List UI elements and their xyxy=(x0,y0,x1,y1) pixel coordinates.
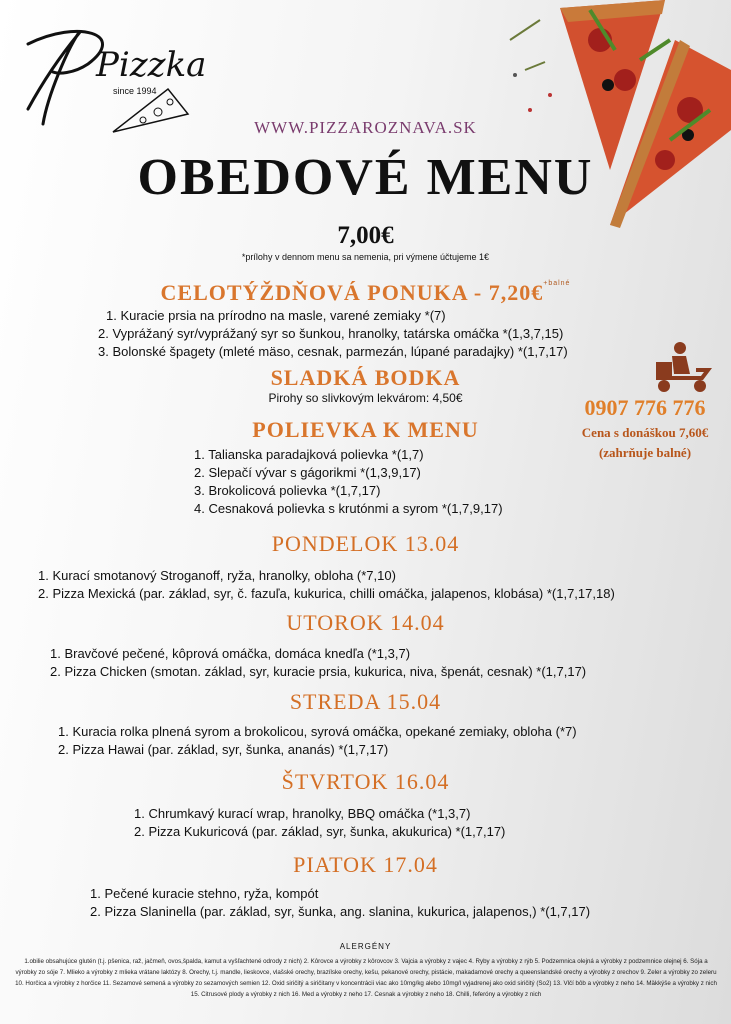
logo-since: since 1994 xyxy=(113,86,157,96)
list-item: 2. Slepačí vývar s gágorikmi *(1,3,9,17) xyxy=(194,465,421,480)
allergens-heading: ALERGÉNY xyxy=(339,942,392,951)
delivery-note: (zahrňuje balné) xyxy=(598,445,692,460)
delivery-scooter-icon xyxy=(652,340,712,395)
list-item: 1. Talianska paradajková polievka *(1,7) xyxy=(194,447,424,462)
list-item: 1. Chrumkavý kurací wrap, hranolky, BBQ omáčka (*1,3,7) xyxy=(134,806,471,821)
weekly-offer-packaging: +balné xyxy=(543,280,571,287)
monday-list xyxy=(38,567,615,603)
allergens-text: 1.obilie obsahujúce glutén (t.j. pšenica, raž, jačmeň, ovos,špalda, kamut a vyšľachtené odrody z nich) 2. Kôrovce a výrobky z kôrovcov 3. Vajcia a výrobky z vajec 4. Ryby a výrobky z rýb 5. Podzemnica olejná a výrobky z podzemnice olejnej 6. Sója a výrobky zo sóje 7. Mlieko a výrobky z mlieka vrátane laktózy 8. Orechy, t.j. mandle, lieskovce, vlašské orechy, brazílske orechy, kešu, pekanové orechy, pistácie, makadamové orechy a queenslandské orechy a výrobky z orechov 9. Zeler a výrobky zo zeleru 10. Horčica a výrobky z horčice 11. Sezamové semená a výrobky zo sezamových semien 12. Oxid siričitý a siričitany v koncentrácii viac ako 10mg/kg alebo 10mg/l vyjadrenej ako oxid siričitý (So2) 13. Vlčí bôb a výrobky z neho 14. Mäkkýše a výrobky z nich 15. Citrusové plody a výrobky z nich 16. Med a výrobky z neho 17. Cesnak a výrobky z neho 18. Chilli, feferóny a výrobky z nich xyxy=(15,958,717,998)
phone-number[interactable]: 0907 776 776 xyxy=(584,395,706,420)
soup-heading: POLIEVKA K MENU xyxy=(252,417,479,442)
weekly-offer-list xyxy=(98,307,568,361)
day-heading-tuesday: UTOROK 14.04 xyxy=(286,610,445,635)
menu-price: 7,00€ xyxy=(337,222,394,249)
day-heading-monday: PONDELOK 13.04 xyxy=(271,531,460,556)
list-item: 3. Brokolicová polievka *(1,7,17) xyxy=(194,483,381,498)
weekly-offer-heading xyxy=(0,280,731,306)
weekly-offer-title: CELOTÝŽDŇOVÁ PONUKA - 7,20€ xyxy=(160,280,544,305)
day-heading-friday: PIATOK 17.04 xyxy=(293,852,438,877)
thursday-list xyxy=(134,805,505,841)
list-item: 2. Pizza Mexická (par. základ, syr, č. fazuľa, kukurica, chilli omáčka, jalapenos, klobása) *(1,7,17,18) xyxy=(38,586,615,601)
tuesday-list xyxy=(50,645,586,681)
list-item: 1. Pečené kuracie stehno, ryža, kompót xyxy=(90,886,319,901)
dessert-heading: SLADKÁ BODKA xyxy=(270,365,461,390)
list-item: 1. Kuracia rolka plnená syrom a brokolicou, syrová omáčka, opekané zemiaky, obloha (*7) xyxy=(58,724,577,739)
soup-list xyxy=(194,446,503,518)
list-item: 4. Cesnaková polievka s krutónmi a syrom *(1,7,9,17) xyxy=(194,501,503,516)
wednesday-list xyxy=(58,723,577,759)
list-item: 1. Bravčové pečené, kôprová omáčka, domáca knedľa (*1,3,7) xyxy=(50,646,411,661)
list-item: 3. Bolonské špagety (mleté mäso, cesnak, parmezán, lúpané paradajky) *(1,7,17) xyxy=(98,344,568,359)
day-heading-wednesday: STREDA 15.04 xyxy=(289,689,442,714)
list-item: 2. Pizza Kukuricová (par. základ, syr, šunka, akukurica) *(1,7,17) xyxy=(134,824,506,839)
list-item: 2. Pizza Hawai (par. základ, syr, šunka, ananás) *(1,7,17) xyxy=(58,742,389,757)
delivery-price: Cena s donáškou 7,60€ xyxy=(581,425,709,440)
logo-wordmark: Pizzka xyxy=(96,45,207,85)
list-item: 2. Pizza Chicken (smotan. základ, syr, kuracie prsia, kukurica, niva, špenát, cesnak) *(1,7,17) xyxy=(50,664,587,679)
dessert-item: Pirohy so slivkovým lekvárom: 4,50€ xyxy=(268,391,463,405)
list-item: 2. Vyprážaný syr/vyprážaný syr so šunkou, hranolky, tatárska omáčka *(1,3,7,15) xyxy=(98,326,564,341)
page-title: OBEDOVÉ MENU xyxy=(137,149,594,206)
day-heading-thursday: ŠTVRTOK 16.04 xyxy=(281,769,450,794)
website-url: WWW.PIZZAROZNAVA.SK xyxy=(254,118,477,137)
list-item: 2. Pizza Slaninella (par. základ, syr, šunka, ang. slanina, kukurica, jalapenos,) *(1,7,17) xyxy=(90,904,591,919)
price-note: *prílohy v dennom menu sa nemenia, pri výmene účtujeme 1€ xyxy=(241,252,490,262)
list-item: 1. Kuracie prsia na prírodno na masle, varené zemiaky *(7) xyxy=(106,308,446,323)
list-item: 1. Kurací smotanový Stroganoff, ryža, hranolky, obloha (*7,10) xyxy=(38,568,396,583)
friday-list xyxy=(90,885,590,921)
